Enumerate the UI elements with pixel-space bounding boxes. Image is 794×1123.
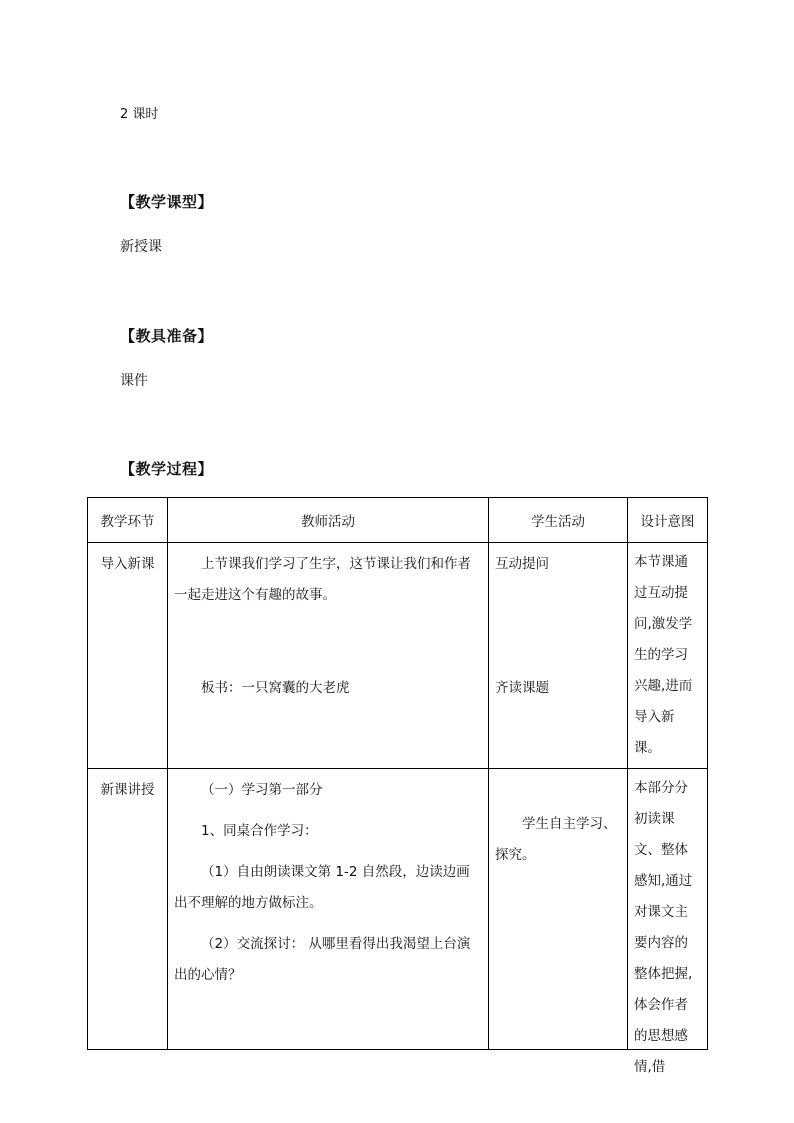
section-title-lesson-type: 【教学课型】 (120, 193, 214, 211)
header-stage: 教学环节 (88, 498, 168, 543)
stage-label: 导入新课 (100, 556, 155, 572)
header-design-intent: 设计意图 (628, 498, 708, 543)
stage-label: 新课讲授 (100, 782, 155, 798)
design-intent-cell (628, 543, 708, 769)
section-body-lesson-type: 新授课 (120, 239, 162, 255)
student-activity-cell (489, 769, 628, 1050)
teacher-activity-cell (168, 769, 489, 1050)
teacher-activity-text: （1）自由朗读课文第 1-2 自然段，边读边画出不理解的地方做标注。 (174, 864, 470, 911)
teacher-activity-text: 板书：一只窝囊的大老虎 (201, 680, 350, 696)
lesson-process-table (87, 497, 708, 1075)
section-title-materials: 【教具准备】 (120, 327, 214, 345)
header-student-activity: 学生活动 (489, 498, 628, 543)
table-row (88, 543, 708, 769)
student-activity-text: 学生自主学习、探究。 (495, 816, 617, 863)
class-hours: 2 课时 (120, 107, 159, 122)
stage-cell (88, 543, 168, 769)
header-teacher-activity: 教师活动 (168, 498, 489, 543)
teacher-activity-text: （一）学习第一部分 (201, 782, 323, 798)
table-row (88, 769, 708, 1050)
design-intent-text: 本节课通过互动提问,激发学生的学习兴趣,进而导入新课。 (634, 554, 693, 756)
stage-cell (88, 769, 168, 1050)
teacher-activity-text: 上节课我们学习了生字，这节课让我们和作者一起走进这个有趣的故事。 (174, 556, 471, 603)
table-header-row (88, 498, 708, 543)
design-intent-text: 本部分分初读课文、整体感知,通过对课文主要内容的整体把握,体会作者的思想感情,借 (634, 780, 693, 1075)
design-intent-cell (628, 769, 708, 1075)
student-activity-text: 互动提问 (495, 556, 549, 572)
section-body-materials: 课件 (120, 373, 148, 389)
teacher-activity-cell (168, 543, 489, 769)
student-activity-text: 齐读课题 (495, 680, 549, 696)
student-activity-cell (489, 543, 628, 769)
section-title-process: 【教学过程】 (120, 460, 214, 478)
teacher-activity-text: 1、同桌合作学习： (201, 823, 318, 839)
teacher-activity-text: （2）交流探讨： 从哪里看得出我渴望上台演出的心情？ (174, 936, 471, 983)
